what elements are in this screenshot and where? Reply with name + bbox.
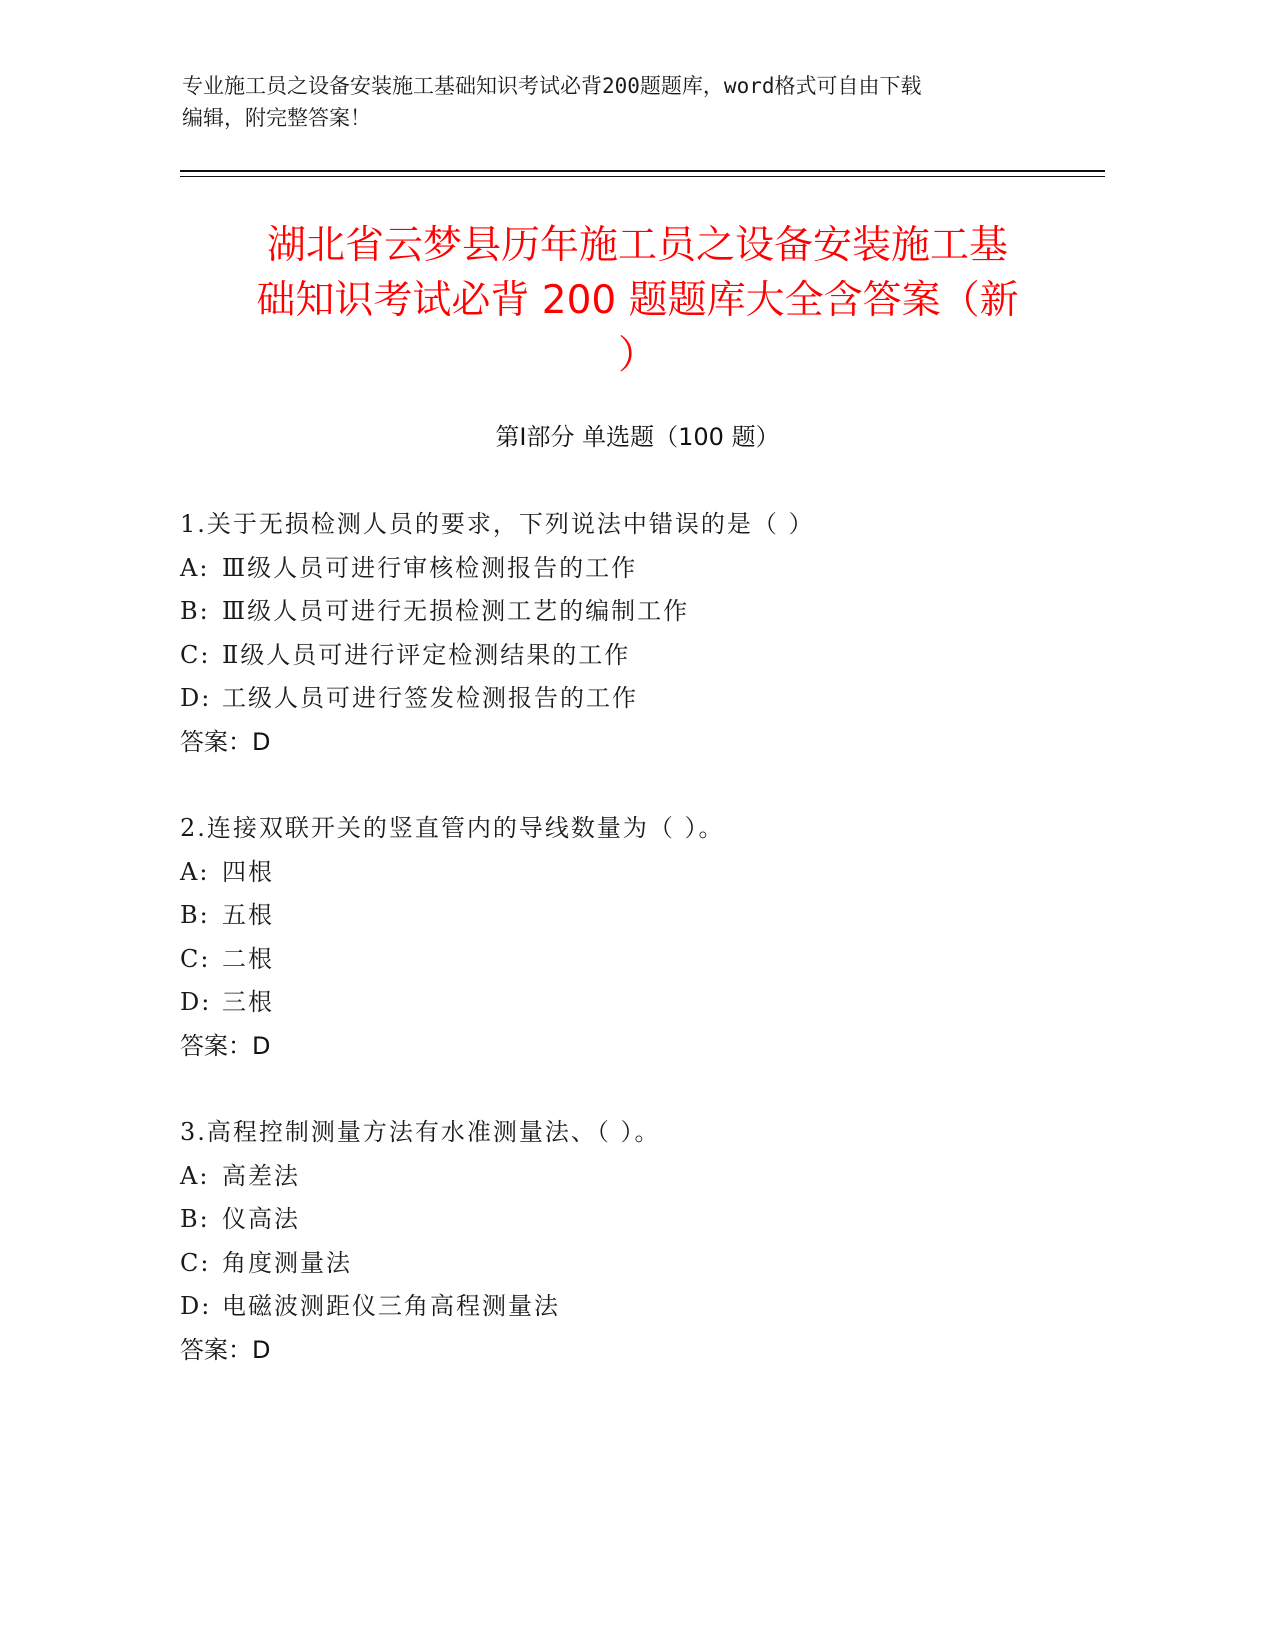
question-stem: 3.高程控制测量方法有水准测量法、（ ）。 <box>180 1118 661 1146</box>
option-key: B: <box>180 1205 210 1233</box>
option-text: Ⅱ级人员可进行评定检测结果的工作 <box>222 640 631 669</box>
document-title-line-2: 础知识考试必背 200 题题库大全含答案（新 <box>256 278 1019 323</box>
option-d <box>180 981 1100 1025</box>
question-answer: 答案：D <box>180 727 271 756</box>
option-key: D: <box>180 1292 212 1320</box>
document-title-line-1: 湖北省云梦县历年施工员之设备安装施工基 <box>266 223 1008 268</box>
question-answer: 答案：D <box>180 1031 271 1060</box>
option-a <box>180 1155 1100 1199</box>
option-key: B: <box>180 901 210 929</box>
option-text: 五根 <box>222 901 274 929</box>
option-text: 电磁波测距仪三角高程测量法 <box>222 1292 560 1320</box>
option-text: Ⅲ级人员可进行无损检测工艺的编制工作 <box>222 597 690 625</box>
option-b <box>180 894 1100 938</box>
question-item <box>180 503 1100 764</box>
option-b <box>180 1198 1100 1242</box>
option-c <box>180 938 1100 982</box>
option-text: 二根 <box>222 944 274 973</box>
option-b <box>180 590 1100 634</box>
question-answer: 答案：D <box>180 1335 271 1364</box>
option-text: 工级人员可进行签发检测报告的工作 <box>222 684 638 712</box>
option-d <box>180 677 1100 721</box>
option-key: A: <box>180 1161 210 1190</box>
option-key: B: <box>180 597 210 625</box>
document-title-line-3: ） <box>617 333 657 378</box>
option-text: 三根 <box>222 988 274 1016</box>
option-key: C: <box>180 944 211 973</box>
option-key: A: <box>180 553 210 582</box>
header-divider-thin <box>180 176 1105 177</box>
option-a <box>180 547 1100 591</box>
option-c <box>180 634 1100 678</box>
question-item <box>180 807 1100 1068</box>
option-text: 四根 <box>222 857 274 886</box>
question-item <box>180 1111 1100 1372</box>
header-note-line-1: 专业施工员之设备安装施工基础知识考试必背200题题库，word格式可自由下载 <box>182 74 922 98</box>
option-key: D: <box>180 684 212 712</box>
question-list <box>180 503 1100 1415</box>
option-key: C: <box>180 640 211 669</box>
option-text: Ⅲ级人员可进行审核检测报告的工作 <box>222 553 638 582</box>
header-note <box>182 70 1082 134</box>
option-text: 高差法 <box>222 1161 300 1190</box>
document-title <box>180 218 1095 383</box>
option-key: C: <box>180 1248 211 1277</box>
option-d <box>180 1285 1100 1329</box>
option-a <box>180 851 1100 895</box>
option-c <box>180 1242 1100 1286</box>
question-stem: 2.连接双联开关的竖直管内的导线数量为（ ）。 <box>180 814 725 842</box>
section-heading: 第Ⅰ部分 单选题（100 题） <box>495 423 780 451</box>
option-text: 仪高法 <box>222 1205 300 1233</box>
header-divider-thick <box>180 170 1105 172</box>
header-note-line-2: 编辑，附完整答案！ <box>182 106 371 130</box>
option-key: D: <box>180 988 212 1016</box>
option-text: 角度测量法 <box>222 1248 352 1277</box>
option-key: A: <box>180 857 210 886</box>
question-stem: 1.关于无损检测人员的要求，下列说法中错误的是（ ） <box>180 510 815 538</box>
